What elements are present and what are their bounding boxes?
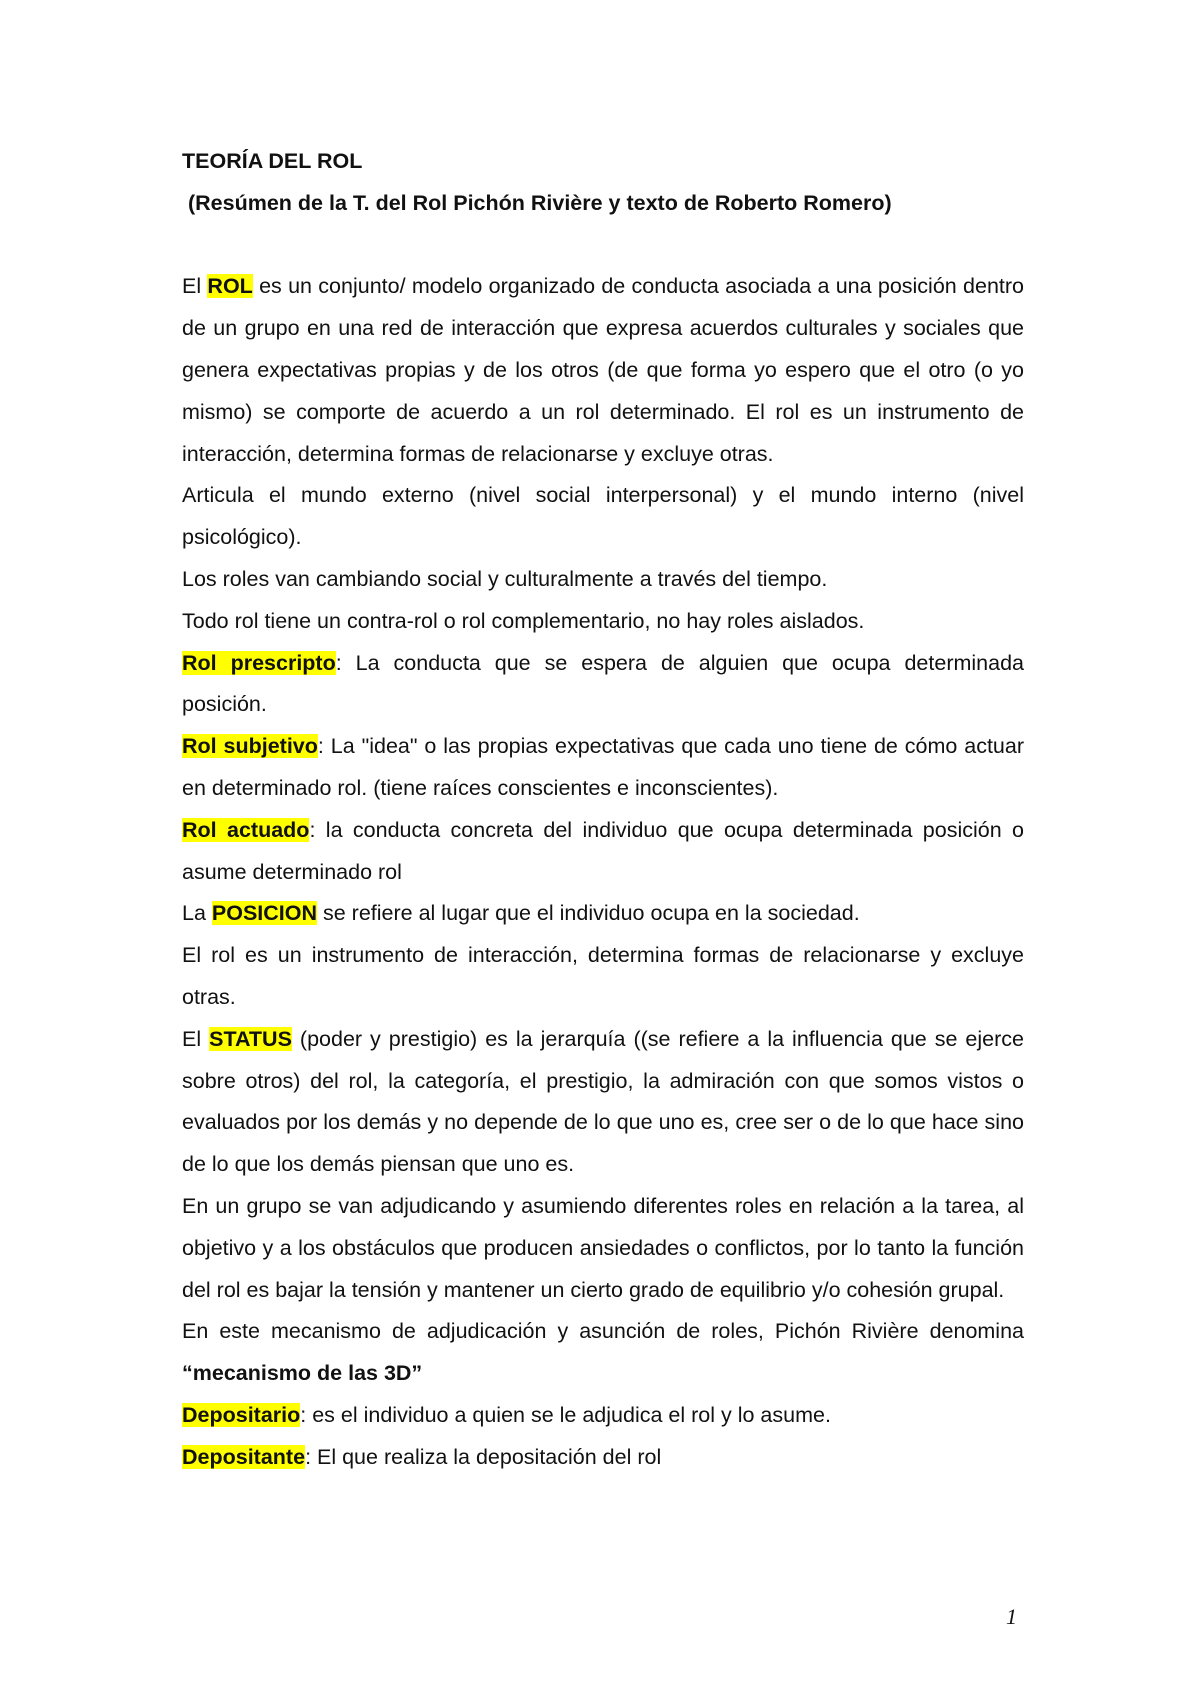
paragraph-rol-definition: El ROL es un conjunto/ modelo organizado de conducta asociada a una posición dentro de un grupo en una red de interacción que expresa acuerdos culturales y sociales que genera expectativas propias y de los otros (de que forma yo espero que el otro (o yo mismo) se comporte de acuerdo a un rol determinado. El rol es un instrumento de interacción, determina formas de relacionarse y excluye otras.: [182, 274, 1024, 466]
document-title: TEORÍA DEL ROL: [182, 149, 363, 173]
paragraph-instrumento: El rol es un instrumento de interacción, determina formas de relacionarse y excluye otras.: [182, 943, 1024, 1009]
highlight-rol-subjetivo: Rol subjetivo: [182, 734, 318, 759]
highlight-rol-prescripto: Rol prescripto: [182, 650, 336, 675]
paragraph-rol-actuado: Rol actuado: la conducta concreta del individuo que ocupa determinada posición o asume determinado rol: [182, 817, 1025, 884]
paragraph-articula: Articula el mundo externo (nivel social interpersonal) y el mundo interno (nivel psicológico).: [182, 483, 1024, 550]
paragraph-depositario: Depositario: es el individuo a quien se le adjudica el rol y lo asume.: [182, 1402, 831, 1427]
page-number: 1: [1006, 1604, 1017, 1629]
highlight-rol-actuado: Rol actuado: [182, 817, 310, 842]
paragraph-mecanismo: En este mecanismo de adjudicación y asunción de roles, Pichón Rivière denomina “mecanismo de las 3D”: [182, 1319, 1024, 1386]
paragraph-rol-subjetivo: Rol subjetivo: La "idea" o las propias expectativas que cada uno tiene de cómo actuar en determinado rol. (tiene raíces conscientes e inconscientes).: [182, 734, 1024, 800]
highlight-depositante: Depositante: [182, 1444, 306, 1469]
document-body: [182, 141, 1024, 1479]
paragraph-depositante: Depositante: El que realiza la depositación del rol: [182, 1444, 662, 1469]
bold-mecanismo-3d: “mecanismo de las 3D”: [182, 1361, 423, 1386]
highlight-depositario: Depositario: [182, 1402, 301, 1427]
paragraph-posicion: La POSICION se refiere al lugar que el individuo ocupa en la sociedad.: [182, 901, 860, 926]
paragraph-rol-prescripto: Rol prescripto: La conducta que se espera de alguien que ocupa determinada posición.: [182, 650, 1024, 717]
highlight-posicion: POSICION: [211, 901, 318, 926]
paragraph-roles-cambian: Los roles van cambiando social y culturalmente a través del tiempo.: [182, 566, 828, 591]
paragraph-contra-rol: Todo rol tiene un contra-rol o rol complementario, no hay roles aislados.: [182, 608, 865, 633]
paragraph-status: El STATUS (poder y prestigio) es la jerarquía ((se refiere a la influencia que se ejerce sobre otros) del rol, la categoría, el prestigio, la admiración con que somos vistos o evaluados por los demás y no depende de lo que uno es, cree ser o de lo que hace sino de lo que los demás piensan que uno es.: [182, 1026, 1024, 1177]
highlight-rol: ROL: [207, 274, 253, 299]
document-subtitle: (Resúmen de la T. del Rol Pichón Rivière y texto de Roberto Romero): [188, 190, 892, 215]
highlight-status: STATUS: [209, 1026, 292, 1051]
paragraph-grupo: En un grupo se van adjudicando y asumiendo diferentes roles en relación a la tarea, al objetivo y a los obstáculos que producen ansiedades o conflictos, por lo tanto la función del rol es bajar la tensión y mantener un cierto grado de equilibrio y/o cohesión grupal.: [182, 1193, 1024, 1302]
